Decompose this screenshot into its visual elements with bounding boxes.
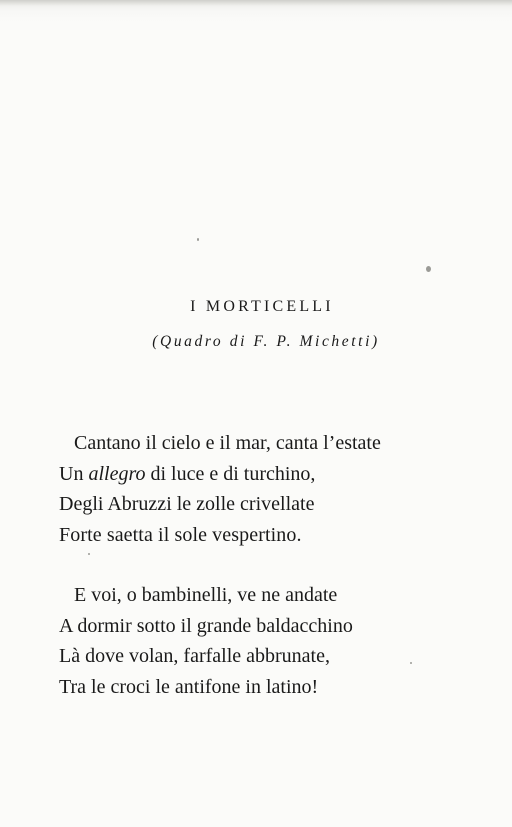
ink-speck xyxy=(426,266,431,272)
stanza-1 xyxy=(0,428,512,550)
verse: E voi, o bambinelli, ve ne andate xyxy=(74,584,338,606)
verse-text: Un xyxy=(59,462,89,485)
stanza-2 xyxy=(0,580,512,702)
verse: A dormir sotto il grande baldacchino xyxy=(59,614,353,637)
verse: Là dove volan, farfalle abbrunate, xyxy=(59,645,330,667)
ink-speck xyxy=(197,238,199,241)
poem-title: I MORTICELLI xyxy=(190,298,334,315)
verse xyxy=(0,459,512,490)
verse: Cantano il cielo e il mar, canta l’estate xyxy=(74,432,381,454)
verse: Degli Abruzzi le zolle crivellate xyxy=(59,493,315,515)
italic-word: allegro xyxy=(88,462,146,485)
ink-speck xyxy=(88,553,90,555)
page-top-edge xyxy=(0,0,512,6)
verse: Tra le croci le antifone in latino! xyxy=(59,675,319,698)
verse-text: di luce e di turchino, xyxy=(145,462,316,485)
poem-subtitle: (Quadro di F. P. Michetti) xyxy=(152,333,380,350)
verse: Forte saetta il sole vespertino. xyxy=(59,523,302,546)
